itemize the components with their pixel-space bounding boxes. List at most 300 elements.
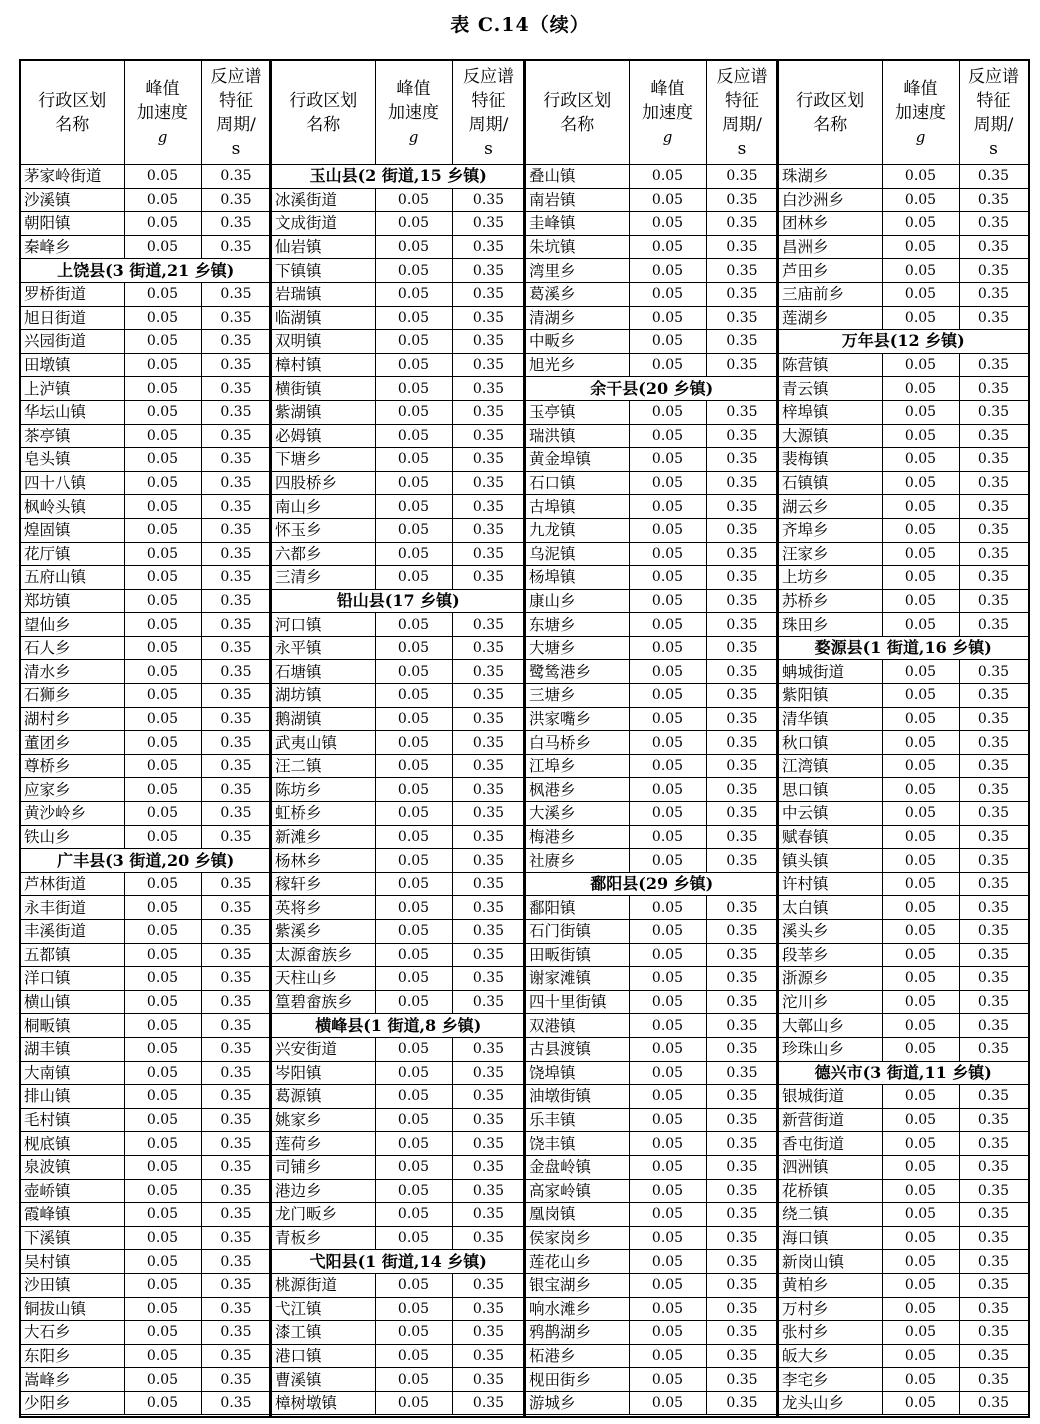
peak-acceleration-value: 0.05 — [124, 707, 201, 731]
county-heading: 万年县(12 乡镇) — [779, 330, 1028, 354]
table-row — [272, 1344, 525, 1368]
township-name: 四十里街镇 — [526, 990, 629, 1014]
characteristic-period-value: 0.35 — [959, 165, 1028, 189]
characteristic-period-value: 0.35 — [452, 707, 525, 731]
table-row — [526, 1344, 778, 1368]
peak-acceleration-value: 0.05 — [375, 872, 452, 896]
characteristic-period-value: 0.35 — [201, 1037, 271, 1061]
peak-acceleration-value: 0.05 — [124, 1226, 201, 1250]
township-name: 皈大乡 — [779, 1344, 882, 1368]
characteristic-period-value: 0.35 — [959, 1250, 1028, 1274]
peak-acceleration-value: 0.05 — [629, 613, 706, 637]
peak-acceleration-value: 0.05 — [375, 660, 452, 684]
township-name: 大南镇 — [21, 1061, 124, 1085]
peak-acceleration-value: 0.05 — [124, 1014, 201, 1038]
table-row — [21, 1344, 271, 1368]
characteristic-period-value: 0.35 — [201, 1391, 271, 1415]
table-row — [272, 825, 525, 849]
characteristic-period-value: 0.35 — [201, 1085, 271, 1109]
township-name: 饶丰镇 — [526, 1132, 629, 1156]
table-row — [272, 660, 525, 684]
table-row — [779, 259, 1028, 283]
township-name: 必姆镇 — [272, 424, 375, 448]
characteristic-period-value: 0.35 — [706, 448, 778, 472]
characteristic-period-value: 0.35 — [201, 1368, 271, 1392]
table-row — [21, 684, 271, 708]
peak-acceleration-value: 0.05 — [882, 707, 959, 731]
peak-acceleration-value: 0.05 — [124, 1391, 201, 1415]
table-row — [21, 1061, 271, 1085]
township-name: 毛村镇 — [21, 1108, 124, 1132]
township-name: 郑坊镇 — [21, 589, 124, 613]
township-name: 枧田街乡 — [526, 1368, 629, 1392]
table-row — [272, 872, 525, 896]
header-period-line: 特征 — [219, 90, 253, 111]
peak-acceleration-value: 0.05 — [629, 802, 706, 826]
characteristic-period-value: 0.35 — [706, 188, 778, 212]
township-name: 永丰街道 — [21, 896, 124, 920]
peak-acceleration-value: 0.05 — [124, 495, 201, 519]
characteristic-period-value: 0.35 — [452, 825, 525, 849]
table-row — [21, 1226, 271, 1250]
township-name: 四十八镇 — [21, 471, 124, 495]
table-row — [272, 282, 525, 306]
table-row — [21, 424, 271, 448]
peak-acceleration-value: 0.05 — [882, 825, 959, 849]
characteristic-period-value: 0.35 — [452, 495, 525, 519]
township-name: 昌洲乡 — [779, 235, 882, 259]
peak-acceleration-value: 0.05 — [882, 778, 959, 802]
township-name: 枧底镇 — [21, 1132, 124, 1156]
table-row — [272, 1203, 525, 1227]
characteristic-period-value: 0.35 — [706, 1368, 778, 1392]
table-row — [526, 1203, 778, 1227]
peak-acceleration-value: 0.05 — [882, 259, 959, 283]
peak-acceleration-value: 0.05 — [124, 1321, 201, 1345]
header-name — [21, 61, 124, 165]
county-heading: 余干县(20 乡镇) — [526, 377, 778, 401]
table-row — [272, 400, 525, 424]
peak-acceleration-value: 0.05 — [882, 684, 959, 708]
table-row — [779, 377, 1028, 401]
table-row — [779, 1297, 1028, 1321]
peak-acceleration-value: 0.05 — [375, 802, 452, 826]
header-pga-unit: g — [915, 127, 926, 146]
table-row — [272, 566, 525, 590]
township-name: 绕二镇 — [779, 1203, 882, 1227]
table-row — [779, 613, 1028, 637]
characteristic-period-value: 0.35 — [201, 400, 271, 424]
peak-acceleration-value: 0.05 — [375, 849, 452, 873]
township-name: 双港镇 — [526, 1014, 629, 1038]
township-name: 饶埠镇 — [526, 1061, 629, 1085]
table-row — [526, 306, 778, 330]
peak-acceleration-value: 0.05 — [882, 920, 959, 944]
table-row — [779, 849, 1028, 873]
peak-acceleration-value: 0.05 — [882, 967, 959, 991]
characteristic-period-value: 0.35 — [201, 731, 271, 755]
county-heading: 玉山县(2 街道,15 乡镇) — [272, 165, 525, 189]
characteristic-period-value: 0.35 — [959, 1014, 1028, 1038]
characteristic-period-value: 0.35 — [452, 188, 525, 212]
characteristic-period-value: 0.35 — [452, 1391, 525, 1415]
peak-acceleration-value: 0.05 — [882, 1368, 959, 1392]
peak-acceleration-value: 0.05 — [629, 282, 706, 306]
peak-acceleration-value: 0.05 — [124, 896, 201, 920]
township-name: 东塘乡 — [526, 613, 629, 637]
peak-acceleration-value: 0.05 — [629, 707, 706, 731]
header-period-line: 反应谱 — [210, 66, 262, 87]
characteristic-period-value: 0.35 — [201, 1226, 271, 1250]
characteristic-period-value: 0.35 — [452, 1179, 525, 1203]
peak-acceleration-value: 0.05 — [124, 1203, 201, 1227]
characteristic-period-value: 0.35 — [706, 1061, 778, 1085]
characteristic-period-value: 0.35 — [452, 920, 525, 944]
peak-acceleration-value: 0.05 — [124, 400, 201, 424]
peak-acceleration-value: 0.05 — [375, 471, 452, 495]
peak-acceleration-value: 0.05 — [375, 1085, 452, 1109]
peak-acceleration-value: 0.05 — [124, 377, 201, 401]
characteristic-period-value: 0.35 — [201, 1273, 271, 1297]
table-panel — [526, 61, 778, 1415]
characteristic-period-value: 0.35 — [959, 1108, 1028, 1132]
township-name: 吴村镇 — [21, 1250, 124, 1274]
header-characteristic-period — [959, 61, 1028, 165]
township-name: 响水滩乡 — [526, 1297, 629, 1321]
characteristic-period-value: 0.35 — [452, 1037, 525, 1061]
characteristic-period-value: 0.35 — [452, 353, 525, 377]
characteristic-period-value: 0.35 — [706, 1037, 778, 1061]
characteristic-period-value: 0.35 — [201, 1014, 271, 1038]
header-pga-unit: g — [157, 127, 168, 146]
characteristic-period-value: 0.35 — [959, 849, 1028, 873]
county-heading: 婺源县(1 街道,16 乡镇) — [779, 636, 1028, 660]
township-name: 凰岗镇 — [526, 1203, 629, 1227]
township-name: 石镇镇 — [779, 471, 882, 495]
peak-acceleration-value: 0.05 — [124, 330, 201, 354]
header-pga-unit: g — [408, 127, 419, 146]
characteristic-period-value: 0.35 — [452, 400, 525, 424]
township-name: 皂头镇 — [21, 448, 124, 472]
table-row — [526, 353, 778, 377]
characteristic-period-value: 0.35 — [452, 990, 525, 1014]
peak-acceleration-value: 0.05 — [124, 920, 201, 944]
header-name — [779, 61, 882, 165]
township-name: 大鄣山乡 — [779, 1014, 882, 1038]
header-characteristic-period — [452, 61, 525, 165]
characteristic-period-value: 0.35 — [201, 1250, 271, 1274]
township-name: 镇头镇 — [779, 849, 882, 873]
table-row — [21, 731, 271, 755]
table-row — [21, 636, 271, 660]
peak-acceleration-value: 0.05 — [124, 802, 201, 826]
township-name: 沱川乡 — [779, 990, 882, 1014]
characteristic-period-value: 0.35 — [706, 542, 778, 566]
header-pga-line: 加速度 — [642, 102, 693, 123]
peak-acceleration-value: 0.05 — [629, 188, 706, 212]
township-name: 香屯街道 — [779, 1132, 882, 1156]
characteristic-period-value: 0.35 — [706, 896, 778, 920]
township-name: 裴梅镇 — [779, 448, 882, 472]
table-row — [272, 636, 525, 660]
characteristic-period-value: 0.35 — [452, 943, 525, 967]
peak-acceleration-value: 0.05 — [629, 943, 706, 967]
section-row — [21, 259, 271, 283]
table-row — [272, 967, 525, 991]
peak-acceleration-value: 0.05 — [629, 165, 706, 189]
table-row — [272, 731, 525, 755]
table-row — [526, 825, 778, 849]
peak-acceleration-value: 0.05 — [375, 1391, 452, 1415]
characteristic-period-value: 0.35 — [959, 943, 1028, 967]
table-row — [526, 1037, 778, 1061]
characteristic-period-value: 0.35 — [706, 731, 778, 755]
peak-acceleration-value: 0.05 — [629, 1014, 706, 1038]
table-row — [21, 778, 271, 802]
township-name: 尊桥乡 — [21, 754, 124, 778]
township-name: 湖村乡 — [21, 707, 124, 731]
peak-acceleration-value: 0.05 — [882, 1132, 959, 1156]
table-row — [526, 636, 778, 660]
peak-acceleration-value: 0.05 — [375, 259, 452, 283]
table-row — [779, 778, 1028, 802]
table-row — [779, 589, 1028, 613]
peak-acceleration-value: 0.05 — [629, 448, 706, 472]
township-name: 清水乡 — [21, 660, 124, 684]
table-row — [526, 802, 778, 826]
township-name: 兴安街道 — [272, 1037, 375, 1061]
township-name: 南岩镇 — [526, 188, 629, 212]
table-row — [779, 1132, 1028, 1156]
characteristic-period-value: 0.35 — [959, 1037, 1028, 1061]
peak-acceleration-value: 0.05 — [375, 188, 452, 212]
characteristic-period-value: 0.35 — [452, 259, 525, 283]
table-row — [526, 1108, 778, 1132]
characteristic-period-value: 0.35 — [706, 1226, 778, 1250]
table-row — [526, 471, 778, 495]
table-row — [526, 943, 778, 967]
characteristic-period-value: 0.35 — [959, 802, 1028, 826]
table-row — [526, 400, 778, 424]
characteristic-period-value: 0.35 — [706, 1014, 778, 1038]
header-period-line: 反应谱 — [463, 66, 514, 87]
characteristic-period-value: 0.35 — [706, 282, 778, 306]
characteristic-period-value: 0.35 — [201, 377, 271, 401]
township-name: 兴园街道 — [21, 330, 124, 354]
table-row — [526, 1061, 778, 1085]
peak-acceleration-value: 0.05 — [375, 1108, 452, 1132]
characteristic-period-value: 0.35 — [452, 235, 525, 259]
township-name: 江湾镇 — [779, 754, 882, 778]
characteristic-period-value: 0.35 — [959, 1085, 1028, 1109]
peak-acceleration-value: 0.05 — [882, 306, 959, 330]
table-row — [779, 306, 1028, 330]
table-row — [526, 967, 778, 991]
peak-acceleration-value: 0.05 — [629, 636, 706, 660]
peak-acceleration-value: 0.05 — [124, 471, 201, 495]
township-name: 三塘乡 — [526, 684, 629, 708]
characteristic-period-value: 0.35 — [452, 282, 525, 306]
peak-acceleration-value: 0.05 — [629, 424, 706, 448]
table-row — [526, 188, 778, 212]
table-row — [21, 330, 271, 354]
township-name: 银城街道 — [779, 1085, 882, 1109]
characteristic-period-value: 0.35 — [959, 212, 1028, 236]
township-name: 茶亭镇 — [21, 424, 124, 448]
peak-acceleration-value: 0.05 — [375, 330, 452, 354]
header-pga-line: 加速度 — [137, 102, 188, 123]
characteristic-period-value: 0.35 — [959, 1391, 1028, 1415]
township-name: 桃源街道 — [272, 1273, 375, 1297]
header-name — [272, 61, 375, 165]
table-row — [21, 212, 271, 236]
township-name: 紫阳镇 — [779, 684, 882, 708]
characteristic-period-value: 0.35 — [201, 306, 271, 330]
characteristic-period-value: 0.35 — [959, 259, 1028, 283]
characteristic-period-value: 0.35 — [201, 872, 271, 896]
township-name: 太白镇 — [779, 896, 882, 920]
table-row — [779, 566, 1028, 590]
header-row — [21, 61, 271, 165]
township-name: 桐畈镇 — [21, 1014, 124, 1038]
table-row — [526, 495, 778, 519]
peak-acceleration-value: 0.05 — [375, 1037, 452, 1061]
table-row — [21, 920, 271, 944]
header-name-line: 行政区划 — [543, 90, 612, 111]
characteristic-period-value: 0.35 — [706, 259, 778, 283]
table-row — [21, 518, 271, 542]
table-row — [21, 1014, 271, 1038]
peak-acceleration-value: 0.05 — [124, 235, 201, 259]
characteristic-period-value: 0.35 — [959, 707, 1028, 731]
township-name: 陈营镇 — [779, 353, 882, 377]
characteristic-period-value: 0.35 — [959, 967, 1028, 991]
township-name: 莲荷乡 — [272, 1132, 375, 1156]
township-name: 港口镇 — [272, 1344, 375, 1368]
peak-acceleration-value: 0.05 — [629, 1250, 706, 1274]
township-name: 湖坊镇 — [272, 684, 375, 708]
table-row — [779, 1226, 1028, 1250]
township-name: 溪头乡 — [779, 920, 882, 944]
table-row — [272, 754, 525, 778]
table-row — [272, 707, 525, 731]
township-name: 太源畲族乡 — [272, 943, 375, 967]
township-name: 珠田乡 — [779, 613, 882, 637]
table-row — [21, 660, 271, 684]
table-row — [21, 967, 271, 991]
characteristic-period-value: 0.35 — [706, 306, 778, 330]
table-row — [272, 613, 525, 637]
peak-acceleration-value: 0.05 — [124, 542, 201, 566]
township-name: 白沙洲乡 — [779, 188, 882, 212]
table-row — [526, 896, 778, 920]
characteristic-period-value: 0.35 — [959, 471, 1028, 495]
header-name-line: 名称 — [306, 114, 341, 135]
section-row — [272, 1250, 525, 1274]
township-name: 应家乡 — [21, 778, 124, 802]
peak-acceleration-value: 0.05 — [375, 235, 452, 259]
characteristic-period-value: 0.35 — [452, 967, 525, 991]
characteristic-period-value: 0.35 — [201, 1155, 271, 1179]
table-row — [779, 943, 1028, 967]
characteristic-period-value: 0.35 — [201, 920, 271, 944]
characteristic-period-value: 0.35 — [452, 1226, 525, 1250]
characteristic-period-value: 0.35 — [452, 542, 525, 566]
section-row — [272, 589, 525, 613]
peak-acceleration-value: 0.05 — [882, 424, 959, 448]
peak-acceleration-value: 0.05 — [629, 212, 706, 236]
township-name: 许村镇 — [779, 872, 882, 896]
table-row — [21, 1273, 271, 1297]
peak-acceleration-value: 0.05 — [629, 1155, 706, 1179]
township-name: 柘港乡 — [526, 1344, 629, 1368]
township-name: 虹桥乡 — [272, 802, 375, 826]
township-name: 中云镇 — [779, 802, 882, 826]
header-name-line: 行政区划 — [289, 90, 358, 111]
table-row — [272, 424, 525, 448]
header-characteristic-period — [706, 61, 778, 165]
table-row — [526, 448, 778, 472]
township-name: 古埠镇 — [526, 495, 629, 519]
township-name: 杨林乡 — [272, 849, 375, 873]
township-name: 岩瑞镇 — [272, 282, 375, 306]
characteristic-period-value: 0.35 — [706, 920, 778, 944]
peak-acceleration-value: 0.05 — [629, 306, 706, 330]
township-name: 枫岭头镇 — [21, 495, 124, 519]
township-name: 四股桥乡 — [272, 471, 375, 495]
characteristic-period-value: 0.35 — [201, 1203, 271, 1227]
table-row — [272, 1179, 525, 1203]
township-name: 康山乡 — [526, 589, 629, 613]
table-panel — [21, 61, 271, 1415]
characteristic-period-value: 0.35 — [452, 1132, 525, 1156]
characteristic-period-value: 0.35 — [706, 707, 778, 731]
township-name: 永平镇 — [272, 636, 375, 660]
peak-acceleration-value: 0.05 — [124, 353, 201, 377]
header-characteristic-period — [201, 61, 271, 165]
peak-acceleration-value: 0.05 — [375, 990, 452, 1014]
township-name: 樟村镇 — [272, 353, 375, 377]
table-row — [526, 259, 778, 283]
township-name: 大石乡 — [21, 1321, 124, 1345]
table-row — [526, 707, 778, 731]
peak-acceleration-value: 0.05 — [882, 660, 959, 684]
township-name: 九龙镇 — [526, 518, 629, 542]
characteristic-period-value: 0.35 — [201, 1179, 271, 1203]
characteristic-period-value: 0.35 — [452, 802, 525, 826]
peak-acceleration-value: 0.05 — [375, 731, 452, 755]
characteristic-period-value: 0.35 — [452, 684, 525, 708]
table-row — [272, 1391, 525, 1415]
township-name: 六都乡 — [272, 542, 375, 566]
characteristic-period-value: 0.35 — [959, 1132, 1028, 1156]
peak-acceleration-value: 0.05 — [375, 825, 452, 849]
peak-acceleration-value: 0.05 — [124, 660, 201, 684]
table-row — [272, 1155, 525, 1179]
table-row — [526, 589, 778, 613]
table-row — [779, 1250, 1028, 1274]
township-name: 乌泥镇 — [526, 542, 629, 566]
township-name: 龙门畈乡 — [272, 1203, 375, 1227]
table-row — [526, 518, 778, 542]
characteristic-period-value: 0.35 — [959, 1203, 1028, 1227]
township-name: 岑阳镇 — [272, 1061, 375, 1085]
section-row — [779, 1061, 1028, 1085]
table-row — [779, 518, 1028, 542]
township-name: 石人乡 — [21, 636, 124, 660]
header-period-line: 反应谱 — [716, 66, 768, 87]
township-name: 洋口镇 — [21, 967, 124, 991]
